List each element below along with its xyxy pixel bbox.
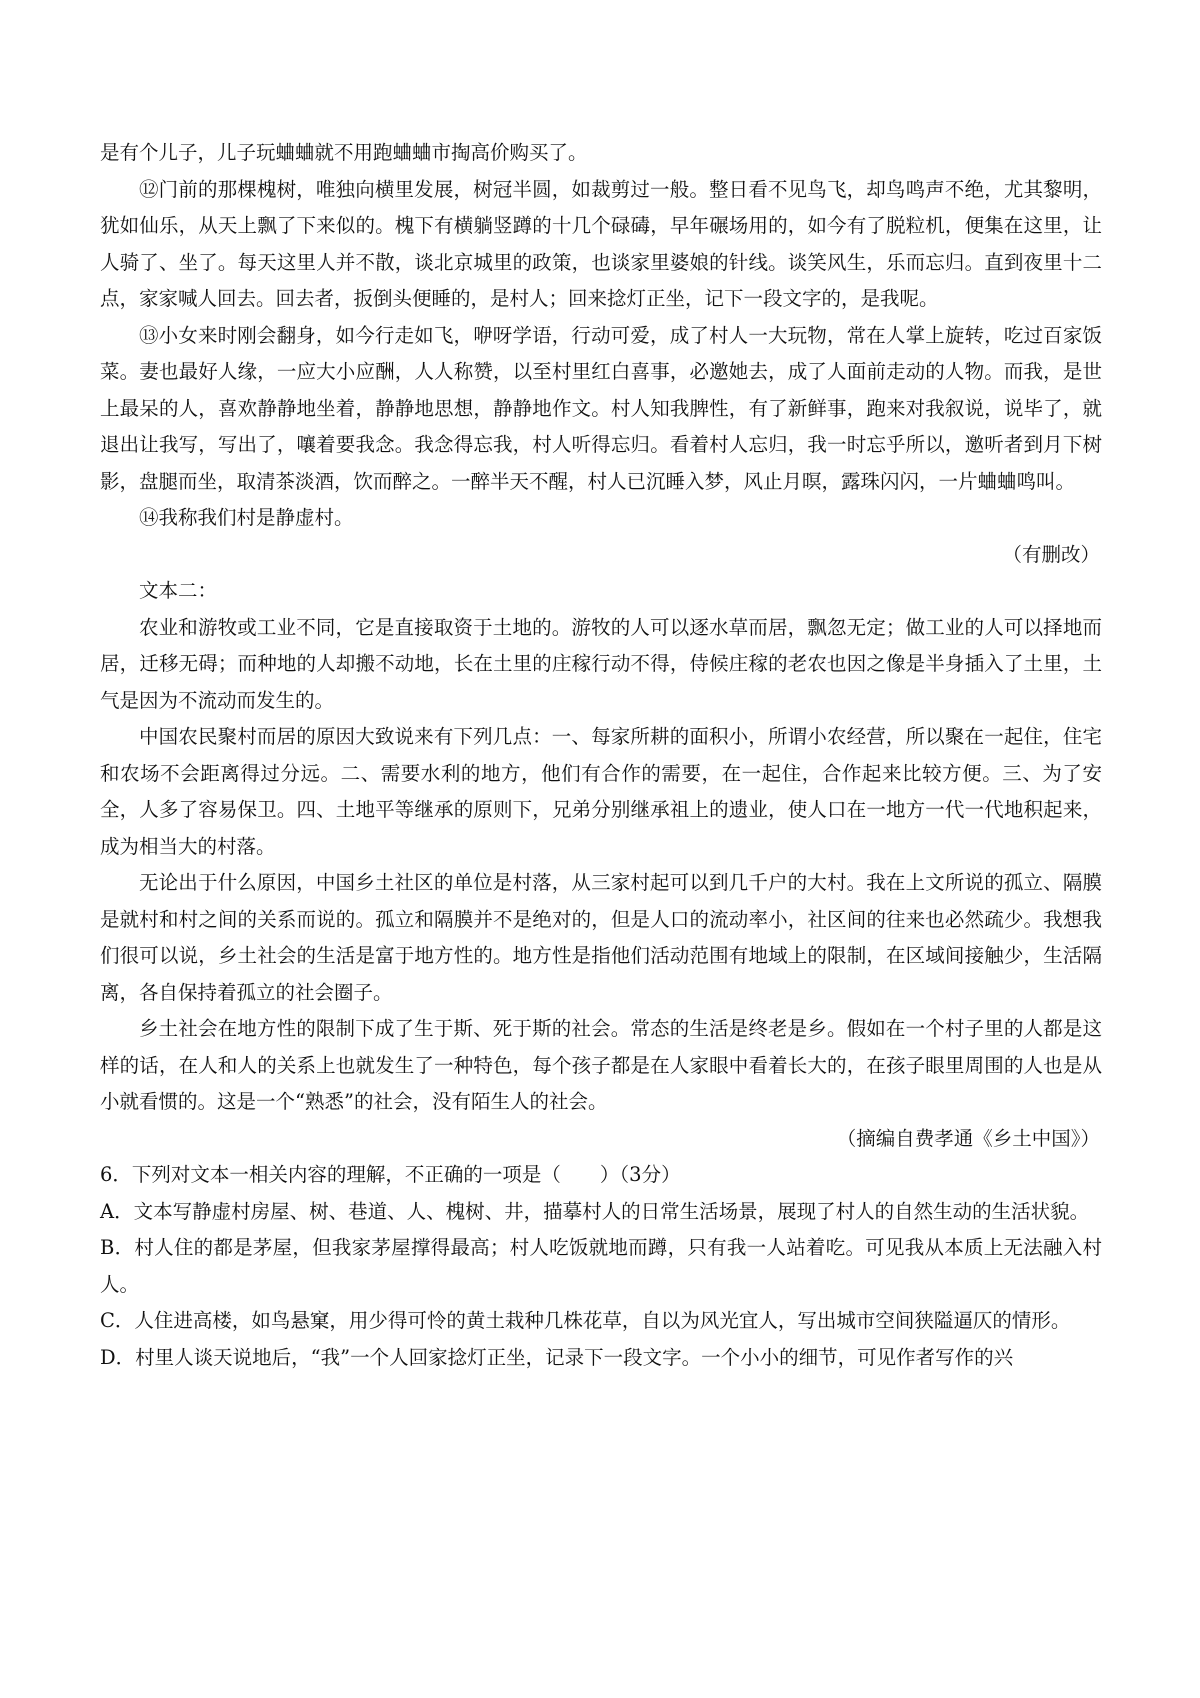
question-6-option-a: A．文本写静虚村房屋、树、巷道、人、槐树、井，描摹村人的日常生活场景，展现了村人的自然生动的生活状貌。 — [100, 1199, 1090, 1223]
text2-paragraph-4: 乡土社会在地方性的限制下成了生于斯、死于斯的社会。常态的生活是终老是乡。假如在一个村子里的人都是这样的话，在人和人的关系上也就发生了一种特色，每个孩子都是在人家眼中看着长大的，在孩子眼里周围的人也是从小就看惯的。这是一个“熟悉”的社会，没有陌生人的社会。 — [100, 1017, 1102, 1113]
text1-paragraph-14: ⑭我称我们村是静虚村。 — [139, 506, 354, 529]
text1-paragraph-13: ⑬小女来时刚会翻身，如今行走如飞，咿呀学语，行动可爱，成了村人一大玩物，常在人掌上旋转，吃过百家饭菜。妻也最好人缘，一应大小应酬，人人称赞，以至村里红白喜事，必邀她去，成了人面前走动的人物。而我，是世上最呆的人，喜欢静静地坐着，静静地思想，静静地作文。村人知我脾性，有了新鲜事，跑来对我叙说，说毕了，就退出让我写，写出了，嚷着要我念。我念得忘我，村人听得忘归。看着村人忘归，我一时忘乎所以，邀听者到月下树影，盘腿而坐，取清茶淡酒，饮而醉之。一醉半天不醒，村人已沉睡入梦，风止月暝，露珠闪闪，一片蛐蛐鸣叫。 — [100, 323, 1102, 493]
text2-paragraph-1: 农业和游牧或工业不同，它是直接取资于土地的。游牧的人可以逐水草而居，飘忽无定；做工业的人可以择地而居，迁移无碍；而种地的人却搬不动地，长在土里的庄稼行动不得，侍候庄稼的老农也因之像是半身插入了土里，土气是因为不流动而发生的。 — [100, 615, 1102, 712]
text2-source: （摘编自费孝通《乡土中国》） — [836, 1126, 1100, 1150]
text2-paragraph-2: 中国农民聚村而居的原因大致说来有下列几点：一、每家所耕的面积小，所谓小农经营，所以聚在一起住，住宅和农场不会距离得过分远。二、需要水利的地方，他们有合作的需要，在一起住，合作起来比较方便。三、为了安全，人多了容易保卫。四、土地平等继承的原则下，兄弟分别继承祖上的遗业，使人口在一地方一代一代地积起来，成为相当大的村落。 — [100, 725, 1102, 858]
question-6-option-b: B．村人住的都是茅屋，但我家茅屋撑得最高；村人吃饭就地而蹲，只有我一人站着吃。可见我从本质上无法融入村人。 — [100, 1236, 1102, 1296]
text1-paragraph-continued: 是有个儿子，儿子玩蛐蛐就不用跑蛐蛐市掏高价购买了。 — [100, 141, 588, 164]
question-6-option-d: D．村里人谈天说地后，“我”一个人回家捻灯正坐，记录下一段文字。一个小小的细节，可见作者写作的兴 — [100, 1345, 1014, 1369]
text1-edit-note: （有删改） — [1002, 542, 1100, 566]
text2-paragraph-3: 无论出于什么原因，中国乡土社区的单位是村落，从三家村起可以到几千户的大村。我在上文所说的孤立、隔膜是就村和村之间的关系而说的。孤立和隔膜并不是绝对的，但是人口的流动率小，社区间的往来也必然疏少。我想我们很可以说，乡土社会的生活是富于地方性的。地方性是指他们活动范围有地域上的限制，在区域间接触少，生活隔离，各自保持着孤立的社会圈子。 — [100, 871, 1102, 1004]
question-6-stem: 6．下列对文本一相关内容的理解，不正确的一项是（ ）（3分） — [100, 1163, 681, 1186]
exam-page — [100, 135, 1102, 1376]
text2-heading: 文本二： — [139, 579, 218, 602]
text1-paragraph-12: ⑫门前的那棵槐树，唯独向横里发展，树冠半圆，如裁剪过一般。整日看不见鸟飞，却鸟鸣声不绝，尤其黎明，犹如仙乐，从天上飘了下来似的。槐下有横躺竖蹲的十几个碌碡，早年碾场用的，如今有了脱粒机，便集在这里，让人骑了、坐了。每天这里人并不散，谈北京城里的政策，也谈家里婆娘的针线。谈笑风生，乐而忘归。直到夜里十二点，家家喊人回去。回去者，扳倒头便睡的，是村人；回来捻灯正坐，记下一段文字的，是我呢。 — [100, 177, 1102, 310]
question-6-option-c: C．人住进高楼，如鸟悬窠，用少得可怜的黄土栽种几株花草，自以为风光宜人，写出城市空间狭隘逼仄的情形。 — [100, 1309, 1071, 1332]
